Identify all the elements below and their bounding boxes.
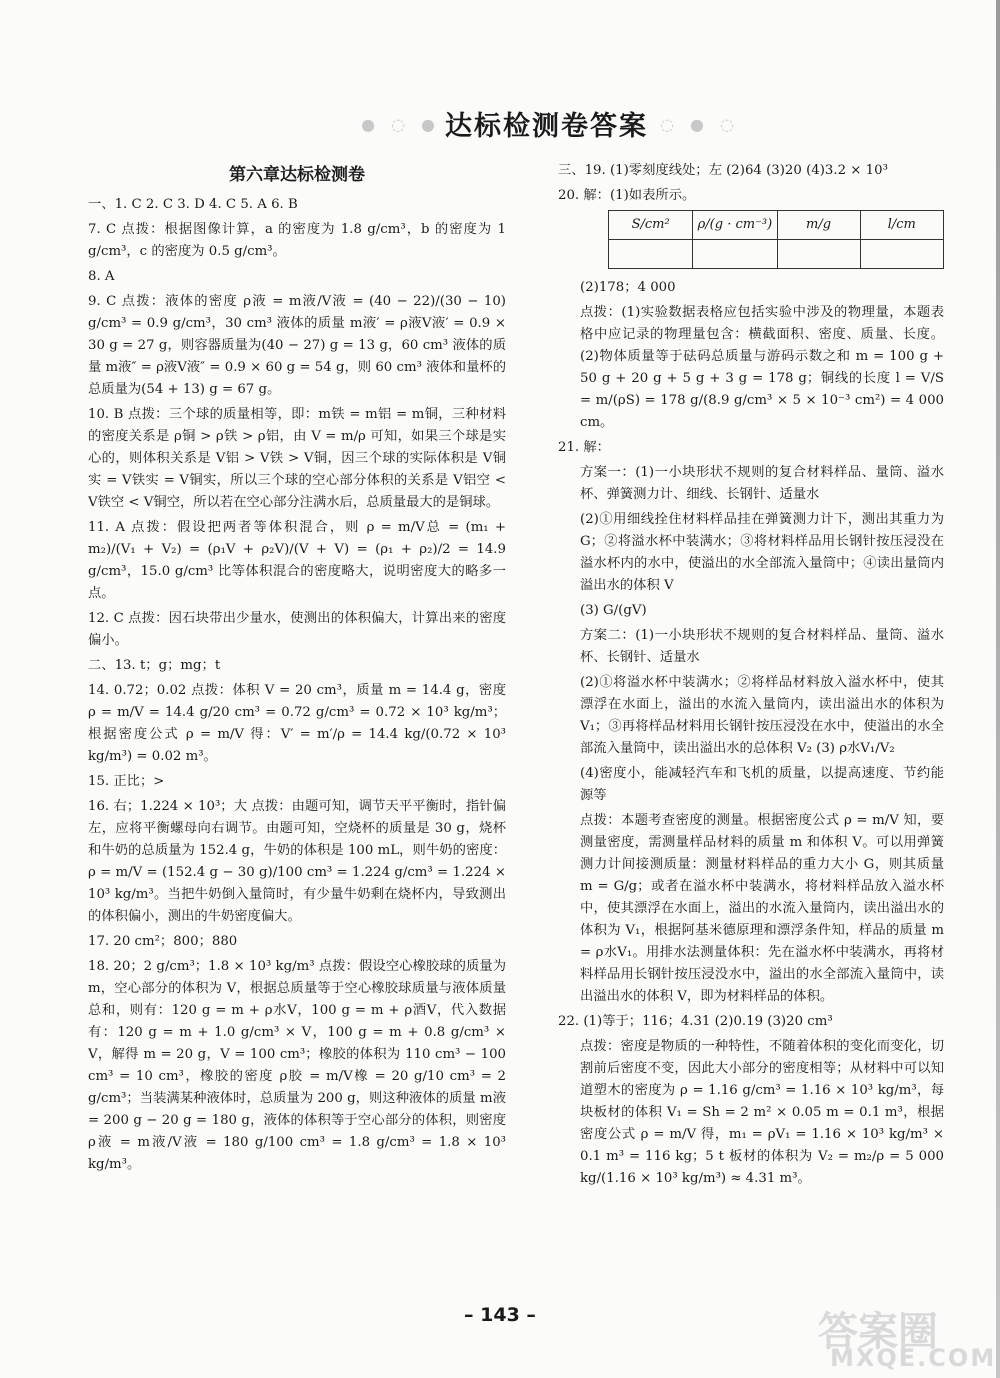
answer-line: 方案一：(1)一小块形状不规则的复合材料样品、量筒、溢水杯、弹簧测力计、细线、长钢针、适量水 [580, 465, 944, 502]
answer-line: (4)密度小，能减轻汽车和飞机的质量，以提高速度、节约能源等 [580, 766, 944, 803]
answer-line: 7. C 点拨：根据图像计算，a 的密度为 1.8 g/cm³，b 的密度为 1 g/cm³，c 的密度为 0.5 g/cm³。 [88, 222, 506, 259]
answer-line: 20. 解：(1)如表所示。 [558, 188, 696, 203]
record-table [608, 210, 944, 269]
hint-paragraph: 点拨：(1)实验数据表格应包括实验中涉及的物理量，本题表格中应记录的物理量包含：横截面积、密度、质量、长度。(2)物体质量等于砝码总质量与游码示数之和 m = 100 g + 50 g + 20 g + 5 g + 3 g = 178 g；铜线的长度 l = V/S = m/(ρS) = 178 g/(8.9 g/cm³ × 5 × 10⁻³ cm²) = 4 000 cm。 [580, 305, 944, 430]
answer-line: 16. 右；1.224 × 10³；大 点拨：由题可知，调节天平平衡时，指针偏左，应将平衡螺母向右调节。由题可知，空烧杯的质量是 30 g，烧杯和牛奶的总质量为 152.4 g，牛奶的体积是 100 mL，则牛奶的密度：ρ = m/V = (152.4 g − 30 g)/100 cm³ = 1.224 g/cm³ = 1.224 × 10³ kg/m³。当把牛奶倒入量筒时，有少量牛奶剩在烧杯内，导致测出的体积偏小，测出的牛奶密度偏大。 [88, 799, 506, 924]
answer-line: 方案二：(1)一小块形状不规则的复合材料样品、量筒、溢水杯、长钢针、适量水 [580, 628, 944, 665]
table-header-cell: m/g [777, 211, 860, 240]
answer-line: 17. 20 cm²；800；880 [88, 934, 238, 949]
page-header [0, 100, 1000, 150]
hint-paragraph: 点拨：本题考查密度的测量。根据密度公式 ρ = m/V 知，要测量密度，需测量样品材料的质量 m 和体积 V。可以用弹簧测力计间接测质量：测量材料样品的重力大小 G，则其质量 m = G/g；或者在溢水杯中装满水，将材料样品放入溢水杯中，使其漂浮在水面上，溢出的水流入量筒内，读出溢出水的体积为 V₁，根据阿基米德原理和漂浮条件知，样品的质量 m = ρ水V₁。用排水法测量体积：先在溢水杯中装满水，再将材料样品用长钢针按压浸没水中，溢出的水全部流入量筒中，读出溢出水的体积 V，即为材料样品的体积。 [580, 813, 945, 1004]
table-header-row [609, 211, 944, 240]
answer-line: (2)178；4 000 [580, 280, 676, 295]
table-cell [860, 240, 943, 269]
table-cell [609, 240, 693, 269]
hint-paragraph: 点拨：密度是物质的一种特性，不随着体积的变化而变化，切割前后密度不变，因此大小部分的密度相等；从材料中可以知道塑木的密度为 ρ = 1.16 g/cm³ = 1.16 × 10³ kg/m³，每块板材的体积 V₁ = Sh = 2 m² × 0.05 m = 0.1 m³，根据密度公式 ρ = m/V 得，m₁ = ρV₁ = 1.16 × 10³ kg/m³ × 0.1 m³ = 116 kg；5 t 板材的体积为 V₂ = m₂/ρ = 5 000 kg/(1.16 × 10³ kg/m³) ≈ 4.31 m³。 [580, 1039, 944, 1186]
page-gutter-shadow [996, 0, 1000, 1378]
table-cell [693, 240, 777, 269]
answer-line: 10. B 点拨：三个球的质量相等，即：m铁 = m铝 = m铜，三种材料的密度关系是 ρ铜 > ρ铁 > ρ铝，由 V = m/ρ 可知，如果三个球是实心的，则体积关系是 V铝 > V铁 > V铜，因三个球的实际体积是 V铜实 = V铁实 = V铜实，所以三个球的空心部分体积的关系是 V铝空 < V铁空 < V铜空，所以若在空心部分注满水后，总质量最大的是铜球。 [88, 407, 506, 510]
table-header-cell: S/cm² [609, 211, 693, 240]
answer-line: 二、13. t；g；mg；t [88, 658, 221, 673]
left-column [88, 160, 506, 1179]
answer-line: 22. (1)等于；116；4.31 (2)0.19 (3)20 cm³ [558, 1014, 833, 1029]
answer-line: 9. C 点拨：液体的密度 ρ液 = m液/V液 = (40 − 22)/(30 − 10) g/cm³ = 0.9 g/cm³，30 cm³ 液体的质量 m液′ = ρ液V液′ = 0.9 × 30 g = 27 g，则容器质量为(40 − 27) g = 13 g，60 cm³ 液体的质量 m液″ = ρ液V液″ = 0.9 × 60 g = 54 g，则 60 cm³ 液体和量杯的总质量为(54 + 13) g = 67 g。 [88, 294, 506, 397]
answer-line: 21. 解： [558, 440, 610, 455]
answer-line: (2)①用细线拴住材料样品挂在弹簧测力计下，测出其重力为 G；②将溢水杯中装满水；③将材料样品用长钢针按压浸没在溢水杯内的水中，使溢出的水全部流入量筒中；④读出量筒内溢出水的体积 V [580, 512, 944, 593]
page-number: – 143 – [464, 1304, 536, 1326]
watermark-logo: 答案圈 [818, 1309, 938, 1355]
table-cell [777, 240, 860, 269]
table-header-cell: ρ/(g · cm⁻³) [693, 211, 777, 240]
answer-line: 三、19. (1)零刻度线处；左 (2)64 (3)20 (4)3.2 × 10³ [558, 163, 888, 178]
answer-line: 15. 正比；> [88, 774, 165, 789]
right-column [558, 160, 944, 1193]
table-header-cell: l/cm [860, 211, 943, 240]
answer-line: 12. C 点拨：因石块带出少量水，使测出的体积偏大，计算出来的密度偏小。 [88, 611, 506, 648]
answer-line: 11. A 点拨：假设把两者等体积混合，则 ρ = m/V总 = (m₁ + m₂)/(V₁ + V₂) = (ρ₁V + ρ₂V)/(V + V) = (ρ₁ + ρ₂)/2 = 14.9 g/cm³，15.0 g/cm³ 比等体积混合的密度略大，说明密度大的略多一点。 [88, 520, 506, 601]
answer-line: (2)①将溢水杯中装满水；②将样品材料放入溢水杯中，使其漂浮在水面上，溢出的水流入量筒内，读出溢出水的体积为 V₁；③再将样品材料用长钢针按压浸没在水中，使溢出的水全部流入量筒中，读出溢出水的总体积 V₂ (3) ρ水V₁/V₂ [580, 675, 944, 756]
answer-line: 8. A [88, 269, 115, 284]
watermark-url: MXQE.COM [830, 1344, 997, 1372]
section-title: 第六章达标检测卷 [229, 165, 365, 185]
answer-line: 18. 20；2 g/cm³；1.8 × 10³ kg/m³ 点拨：假设空心橡胶球的质量为 m，空心部分的体积为 V，根据总质量等于空心橡胶球质量与液体质量总和，则有：120 g = m + ρ水V，100 g = m + ρ酒V，代入数据有：120 g = m + 1.0 g/cm³ × V，100 g = m + 0.8 g/cm³ × V，解得 m = 20 g，V = 100 cm³；橡胶的体积为 110 cm³ − 100 cm³ = 10 cm³，橡胶的密度 ρ胶 = m/V橡 = 20 g/10 cm³ = 2 g/cm³；当装满某种液体时，总质量为 200 g，则这种液体的质量 m液 = 200 g − 20 g = 180 g，液体的体积等于空心部分的体积，则密度 ρ液 = m液/V液 = 180 g/100 cm³ = 1.8 g/cm³ = 1.8 × 10³ kg/m³。 [88, 959, 506, 1172]
answer-line: (3) G/(gV) [580, 603, 647, 618]
page-title: 达标检测卷答案 [445, 111, 648, 142]
title-decoration-right: ◌ ● ◌ [660, 114, 734, 134]
table-row [609, 240, 944, 269]
title-decoration-left: ● ◌ ● [361, 114, 435, 134]
answer-line: 14. 0.72；0.02 点拨：体积 V = 20 cm³，质量 m = 14.4 g，密度 ρ = m/V = 14.4 g/20 cm³ = 0.72 g/cm³ = 0.72 × 10³ kg/m³；根据密度公式 ρ = m/V 得：V′ = m′/ρ = 14.4 kg/(0.72 × 10³ kg/m³) = 0.02 m³。 [88, 683, 506, 764]
answer-line: 一、1. C 2. C 3. D 4. C 5. A 6. B [88, 197, 298, 212]
